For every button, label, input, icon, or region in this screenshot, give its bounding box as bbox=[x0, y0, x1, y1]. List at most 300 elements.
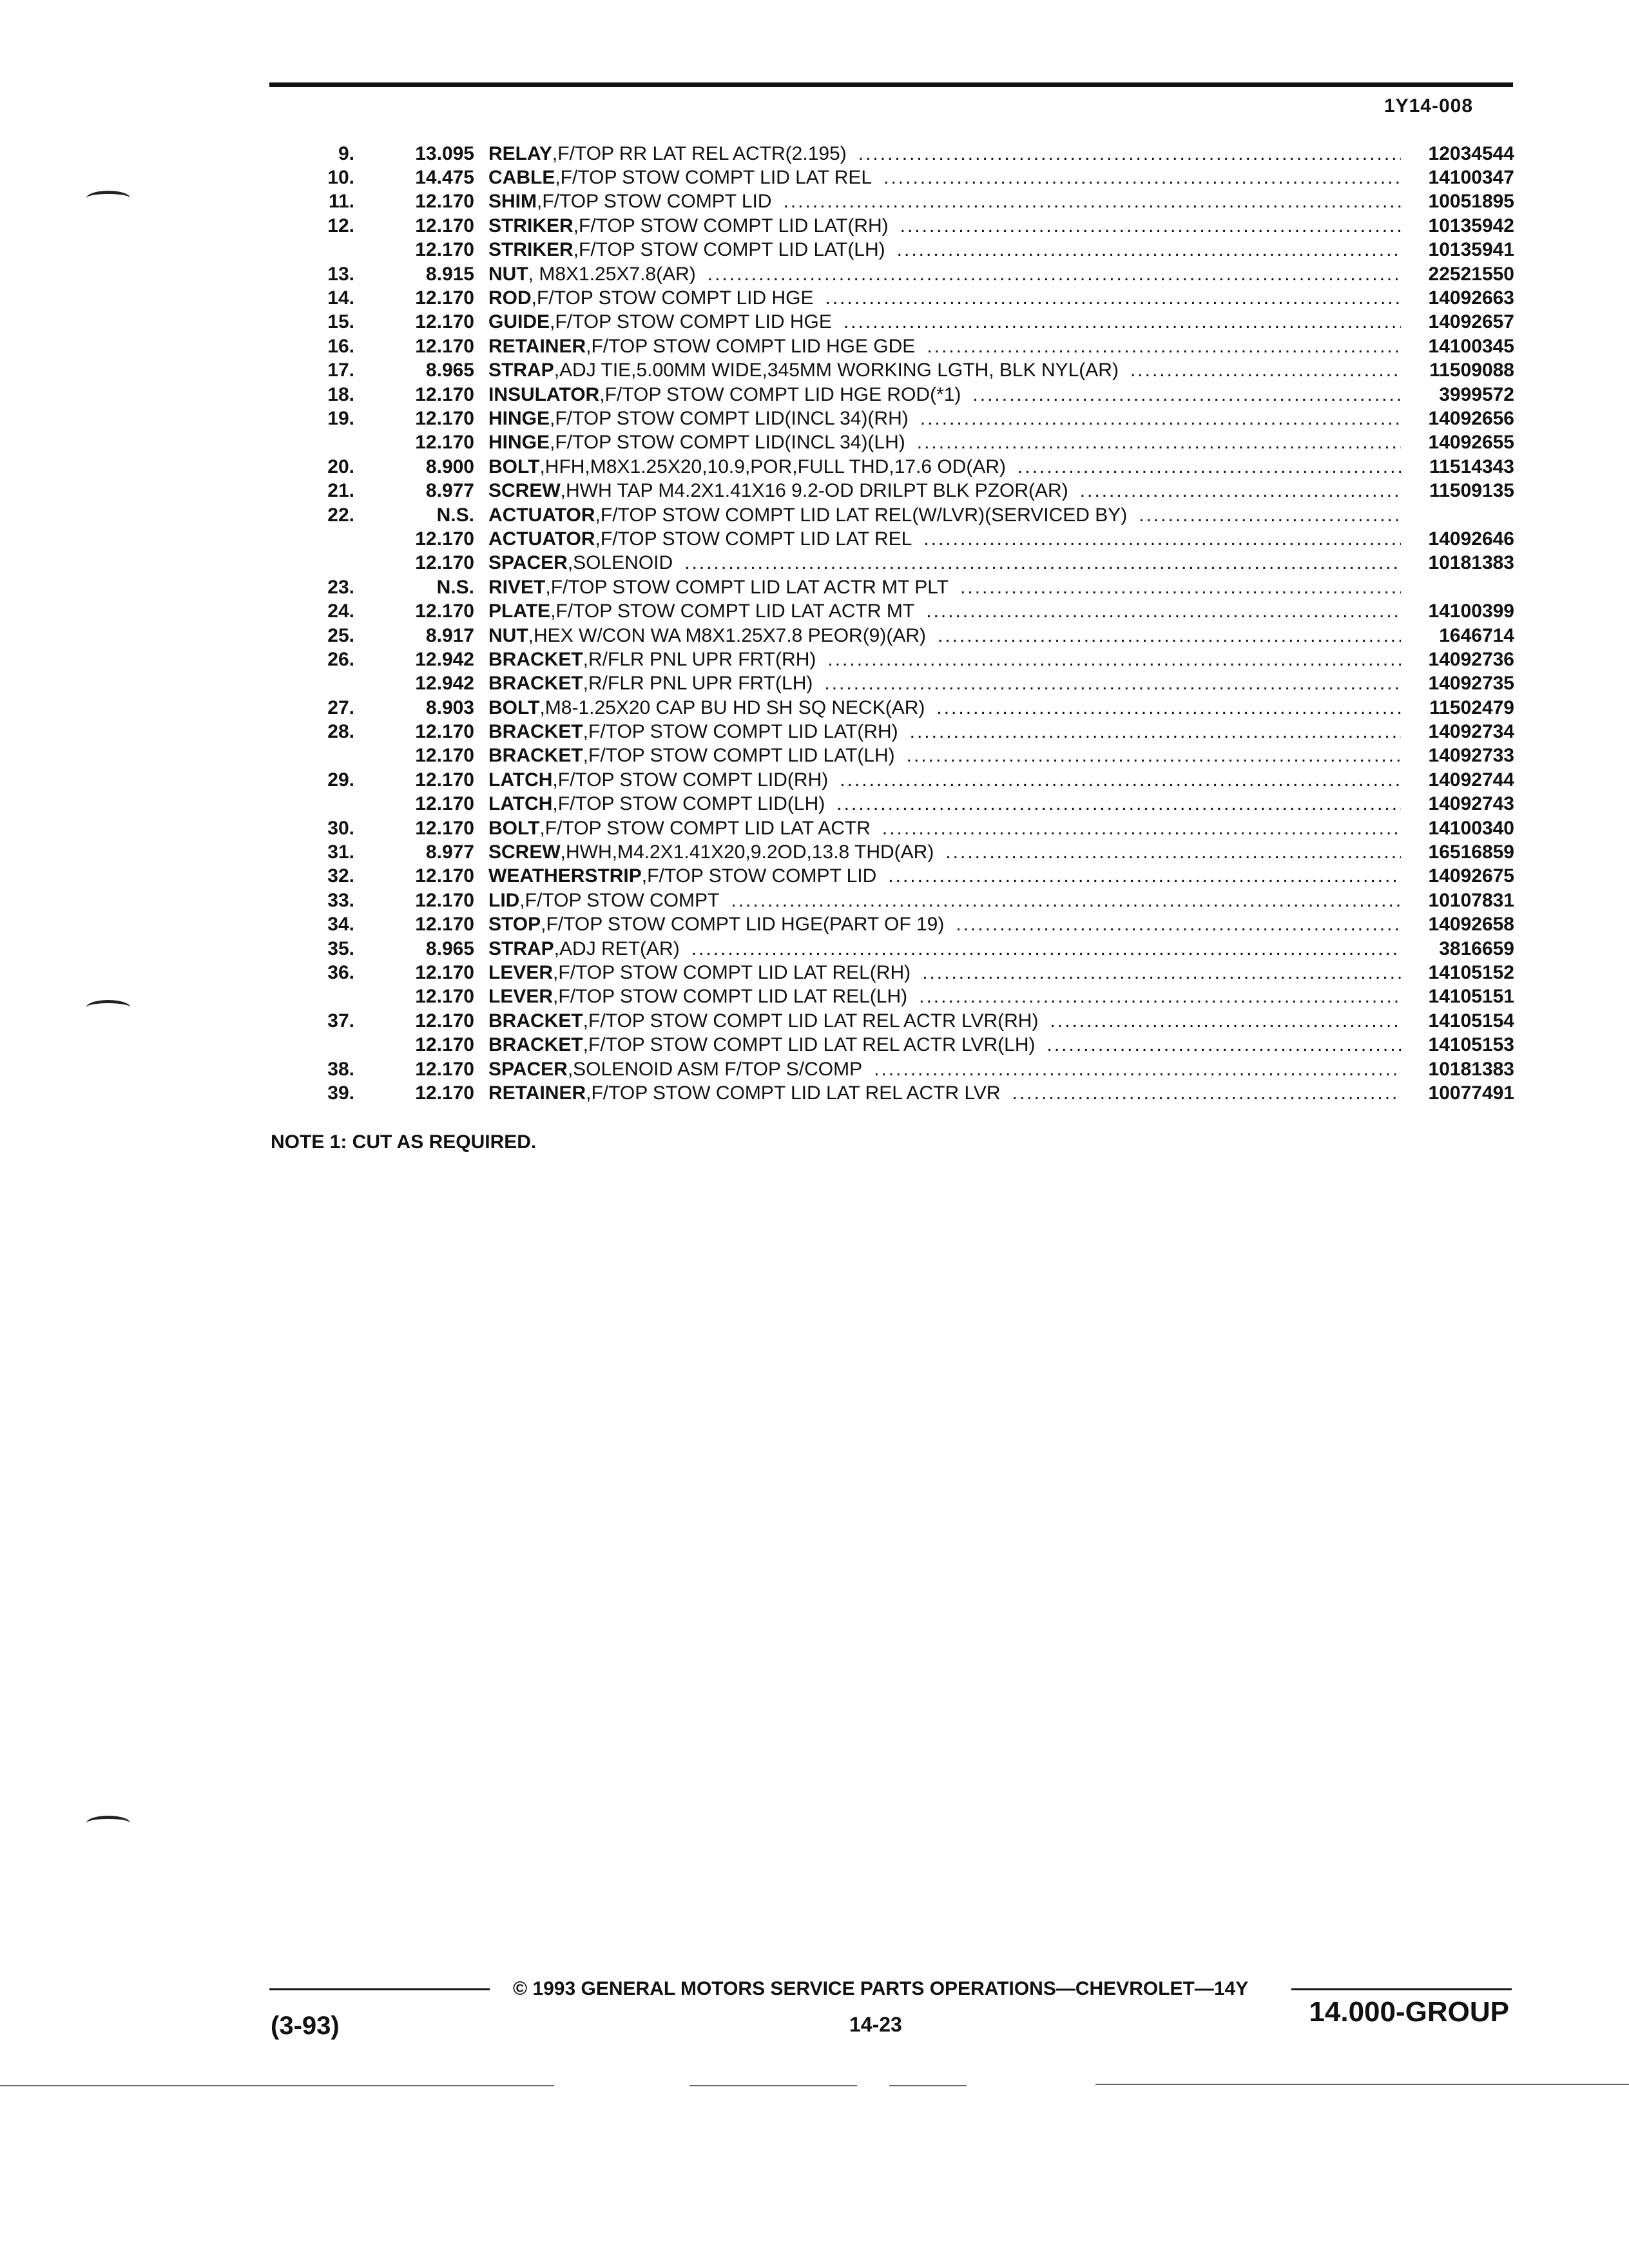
part-detail: ,ADJ RET(AR) bbox=[554, 937, 680, 959]
leader-dots bbox=[731, 890, 1401, 912]
part-name: LATCH bbox=[488, 793, 553, 815]
part-number: 14092675 bbox=[1428, 865, 1514, 887]
table-row bbox=[277, 334, 1514, 358]
part-number: 14092646 bbox=[1428, 528, 1514, 550]
leader-dots bbox=[1080, 480, 1401, 502]
table-row bbox=[277, 913, 1514, 937]
group-number: 12.170 bbox=[415, 914, 474, 936]
part-name: LATCH bbox=[488, 769, 553, 791]
part-name: ACTUATOR bbox=[488, 528, 595, 550]
part-description bbox=[488, 552, 1406, 574]
item-number: 36. bbox=[327, 961, 354, 983]
part-description bbox=[488, 167, 1406, 189]
leader-dots bbox=[840, 769, 1401, 791]
leader-dots bbox=[920, 408, 1401, 430]
item-number: 21. bbox=[327, 480, 354, 502]
parts-table bbox=[277, 142, 1514, 1106]
part-description bbox=[488, 938, 1406, 960]
part-detail: ,F/TOP STOW COMPT LID(INCL 34)(RH) bbox=[550, 407, 909, 429]
item-number: 23. bbox=[327, 576, 354, 598]
part-name: LID bbox=[488, 889, 520, 911]
part-name: RIVET bbox=[488, 576, 546, 598]
top-rule bbox=[269, 82, 1513, 87]
part-detail: ,F/TOP STOW COMPT LID(LH) bbox=[552, 793, 825, 815]
leader-dots bbox=[897, 239, 1401, 261]
leader-dots bbox=[936, 697, 1401, 719]
item-number: 12. bbox=[327, 215, 354, 236]
leader-dots bbox=[888, 865, 1401, 887]
table-row bbox=[277, 552, 1514, 575]
part-description bbox=[488, 480, 1406, 502]
part-description bbox=[488, 625, 1406, 647]
part-name: PLATE bbox=[488, 601, 551, 622]
group-number: 8.915 bbox=[425, 263, 474, 285]
part-description bbox=[488, 890, 1406, 912]
part-name: NUT bbox=[488, 263, 528, 285]
leader-dots bbox=[825, 287, 1401, 309]
part-description bbox=[488, 239, 1406, 261]
part-detail: ,F/TOP STOW COMPT LID LAT REL bbox=[555, 167, 872, 189]
part-name: BOLT bbox=[488, 697, 540, 718]
part-name: SHIM bbox=[488, 191, 537, 213]
leader-dots bbox=[784, 191, 1402, 213]
part-description bbox=[488, 191, 1406, 213]
part-name: CABLE bbox=[488, 167, 555, 189]
scan-line bbox=[1095, 2084, 1629, 2085]
item-number: 25. bbox=[327, 624, 354, 646]
footer-rule-left bbox=[269, 1988, 490, 1990]
item-number: 32. bbox=[327, 865, 354, 887]
part-number: 14092733 bbox=[1428, 745, 1514, 767]
item-number: 33. bbox=[327, 889, 354, 911]
part-description bbox=[488, 865, 1406, 887]
part-name: ACTUATOR bbox=[488, 504, 595, 526]
item-number: 15. bbox=[327, 311, 354, 333]
part-detail: ,F/TOP STOW COMPT LID LAT ACTR MT PLT bbox=[545, 576, 949, 598]
item-number: 39. bbox=[327, 1082, 354, 1104]
group-number: 12.170 bbox=[415, 745, 474, 767]
table-row bbox=[277, 744, 1514, 768]
group-number: 12.170 bbox=[415, 793, 474, 815]
part-description bbox=[488, 962, 1406, 984]
group-number: 8.977 bbox=[425, 480, 474, 502]
leader-dots bbox=[972, 384, 1401, 406]
leader-dots bbox=[1050, 1010, 1401, 1032]
footer-page-number: 14-23 bbox=[849, 2013, 902, 2036]
leader-dots bbox=[917, 432, 1401, 454]
part-number: 11509088 bbox=[1429, 360, 1514, 381]
part-description bbox=[488, 505, 1406, 526]
part-name: HINGE bbox=[488, 407, 550, 429]
leader-dots bbox=[910, 721, 1401, 743]
table-row bbox=[277, 527, 1514, 551]
table-row bbox=[277, 937, 1514, 961]
leader-dots bbox=[1139, 505, 1401, 526]
group-number: 12.170 bbox=[415, 1010, 474, 1032]
part-detail: ,HWH,M4.2X1.41X20,9.2OD,13.8 THD(AR) bbox=[560, 841, 934, 863]
item-number: 16. bbox=[327, 335, 354, 357]
part-name: BRACKET bbox=[488, 745, 583, 767]
part-detail: ,F/TOP STOW COMPT bbox=[519, 889, 720, 911]
part-description bbox=[488, 456, 1406, 478]
part-detail: ,F/TOP STOW COMPT LID LAT ACTR bbox=[539, 817, 871, 839]
part-name: STRIKER bbox=[488, 215, 574, 236]
group-number: 12.170 bbox=[415, 335, 474, 357]
part-detail: ,F/TOP STOW COMPT LID bbox=[537, 191, 772, 213]
table-row bbox=[277, 503, 1514, 527]
part-name: BRACKET bbox=[488, 673, 583, 695]
group-number: 12.170 bbox=[415, 1058, 474, 1080]
part-description bbox=[488, 841, 1406, 863]
table-row bbox=[277, 720, 1514, 744]
table-row bbox=[277, 286, 1514, 310]
part-detail: ,F/TOP STOW COMPT LID HGE ROD(*1) bbox=[599, 383, 961, 405]
table-row bbox=[277, 961, 1514, 985]
leader-dots bbox=[684, 552, 1401, 574]
table-row bbox=[277, 1057, 1514, 1081]
part-name: RETAINER bbox=[488, 335, 586, 357]
part-detail: ,F/TOP STOW COMPT LID LAT(RH) bbox=[573, 215, 889, 236]
part-number: 11514343 bbox=[1429, 456, 1514, 477]
part-description bbox=[488, 986, 1406, 1008]
scan-line bbox=[889, 2085, 967, 2086]
table-row bbox=[277, 431, 1514, 455]
group-number: 12.170 bbox=[415, 215, 474, 236]
part-detail: ,F/TOP STOW COMPT LID LAT(RH) bbox=[583, 721, 898, 743]
part-name: LEVER bbox=[488, 961, 554, 983]
table-row bbox=[277, 214, 1514, 238]
item-number: 22. bbox=[327, 504, 354, 526]
part-name: STRIKER bbox=[488, 239, 574, 261]
part-description bbox=[488, 818, 1406, 840]
part-description bbox=[488, 601, 1406, 622]
table-row bbox=[277, 840, 1514, 864]
part-number: 14092656 bbox=[1428, 407, 1514, 429]
group-number: 12.170 bbox=[415, 552, 474, 574]
item-number: 17. bbox=[327, 360, 354, 381]
part-detail: ,HWH TAP M4.2X1.41X16 9.2-OD DRILPT BLK PZOR(AR) bbox=[560, 480, 1068, 502]
part-number: 14100340 bbox=[1428, 817, 1514, 839]
part-name: BRACKET bbox=[488, 1034, 583, 1056]
group-number: 12.170 bbox=[415, 721, 474, 743]
part-detail: ,SOLENOID ASM F/TOP S/COMP bbox=[567, 1058, 863, 1080]
leader-dots bbox=[926, 601, 1401, 622]
part-detail: ,SOLENOID bbox=[567, 552, 673, 574]
group-number: 8.965 bbox=[425, 360, 474, 381]
part-name: BOLT bbox=[488, 456, 540, 477]
part-name: SCREW bbox=[488, 480, 561, 502]
part-number: 10077491 bbox=[1428, 1082, 1514, 1104]
item-number: 14. bbox=[327, 287, 354, 309]
item-number: 11. bbox=[328, 191, 354, 213]
table-row bbox=[277, 624, 1514, 648]
part-number: 14092655 bbox=[1428, 432, 1514, 454]
part-detail: ,F/TOP STOW COMPT LID HGE bbox=[531, 287, 814, 309]
leader-dots bbox=[827, 649, 1401, 671]
group-number: 12.170 bbox=[415, 528, 474, 550]
leader-dots bbox=[883, 167, 1401, 189]
group-number: 12.942 bbox=[415, 673, 474, 695]
item-number: 34. bbox=[327, 914, 354, 936]
part-description bbox=[488, 769, 1406, 791]
leader-dots bbox=[1046, 1034, 1401, 1056]
part-number: 12034544 bbox=[1428, 142, 1514, 164]
part-description bbox=[488, 673, 1406, 695]
part-name: WEATHERSTRIP bbox=[488, 865, 642, 887]
item-number: 9. bbox=[338, 142, 354, 164]
item-number: 30. bbox=[327, 817, 354, 839]
part-description bbox=[488, 336, 1406, 358]
part-detail: ,M8-1.25X20 CAP BU HD SH SQ NECK(AR) bbox=[539, 697, 925, 718]
table-row bbox=[277, 262, 1514, 286]
part-description bbox=[488, 1034, 1406, 1056]
group-number: 12.170 bbox=[415, 817, 474, 839]
leader-dots bbox=[900, 215, 1401, 237]
part-name: SPACER bbox=[488, 552, 568, 574]
part-name: NUT bbox=[488, 624, 528, 646]
item-number: 35. bbox=[327, 937, 354, 959]
group-number: 12.170 bbox=[415, 287, 474, 309]
part-detail: ,F/TOP STOW COMPT LID LAT REL ACTR LVR(LH) bbox=[583, 1034, 1036, 1056]
leader-dots bbox=[923, 528, 1401, 550]
table-row bbox=[277, 768, 1514, 792]
part-description bbox=[488, 721, 1406, 743]
leader-dots bbox=[1130, 360, 1401, 381]
part-name: BRACKET bbox=[488, 1010, 583, 1032]
table-row bbox=[277, 142, 1514, 166]
table-row bbox=[277, 1081, 1514, 1105]
group-number: 12.170 bbox=[415, 1082, 474, 1104]
part-description bbox=[488, 914, 1406, 936]
leader-dots bbox=[882, 818, 1401, 840]
table-row bbox=[277, 793, 1514, 816]
group-number: 8.965 bbox=[425, 937, 474, 959]
footnote: NOTE 1: CUT AS REQUIRED. bbox=[271, 1131, 537, 1153]
leader-dots bbox=[945, 841, 1401, 863]
group-number: 8.917 bbox=[425, 624, 474, 646]
part-name: HINGE bbox=[488, 432, 550, 454]
part-detail: ,F/TOP STOW COMPT LID LAT REL(RH) bbox=[553, 961, 911, 983]
leader-dots bbox=[708, 264, 1401, 285]
part-number: 14092734 bbox=[1428, 721, 1514, 743]
group-number: 12.170 bbox=[415, 311, 474, 333]
leader-dots bbox=[938, 625, 1401, 647]
part-number: 10135942 bbox=[1428, 215, 1514, 236]
part-detail: ,F/TOP STOW COMPT LID LAT REL(W/LVR)(SERVICED BY) bbox=[595, 504, 1128, 526]
part-number: 3999572 bbox=[1439, 383, 1514, 405]
part-description bbox=[488, 649, 1406, 671]
part-number: 10181383 bbox=[1428, 1058, 1514, 1080]
leader-dots bbox=[919, 986, 1401, 1008]
part-description bbox=[488, 408, 1406, 430]
group-number: 8.903 bbox=[425, 697, 474, 718]
item-number: 13. bbox=[327, 263, 354, 285]
leader-dots bbox=[922, 962, 1401, 984]
footer-date-code: (3-93) bbox=[271, 2012, 340, 2040]
table-row bbox=[277, 865, 1514, 889]
table-row bbox=[277, 407, 1514, 430]
part-description bbox=[488, 1010, 1406, 1032]
table-row bbox=[277, 359, 1514, 383]
part-detail: ,F/TOP STOW COMPT LID HGE(PART OF 19) bbox=[541, 914, 945, 936]
item-number: 29. bbox=[327, 769, 354, 791]
part-name: INSULATOR bbox=[488, 383, 600, 405]
item-number: 31. bbox=[327, 841, 354, 863]
group-number: 12.170 bbox=[415, 191, 474, 213]
leader-dots bbox=[843, 311, 1401, 333]
item-number: 10. bbox=[327, 167, 354, 189]
table-row bbox=[277, 1033, 1514, 1057]
part-detail: ,HFH,M8X1.25X20,10.9,POR,FULL THD,17.6 OD(AR) bbox=[539, 456, 1007, 477]
part-number: 14100347 bbox=[1428, 167, 1514, 189]
part-number: 14092658 bbox=[1428, 914, 1514, 936]
scan-line bbox=[0, 2085, 554, 2086]
part-number: 10107831 bbox=[1428, 889, 1514, 911]
footer-copyright: © 1993 GENERAL MOTORS SERVICE PARTS OPERATIONS—CHEVROLET—14Y bbox=[513, 1978, 1249, 1999]
part-number: 14092736 bbox=[1428, 648, 1514, 670]
part-name: STRAP bbox=[488, 937, 554, 959]
part-description bbox=[488, 360, 1406, 381]
scan-line bbox=[689, 2085, 857, 2086]
part-number: 3816659 bbox=[1439, 937, 1514, 959]
table-row bbox=[277, 599, 1514, 623]
margin-mark bbox=[86, 1816, 130, 1831]
leader-dots bbox=[1012, 1082, 1401, 1104]
part-number: 22521550 bbox=[1428, 263, 1514, 285]
item-number: 19. bbox=[327, 407, 354, 429]
footer-rule-right bbox=[1291, 1988, 1512, 1990]
part-number: 14092735 bbox=[1428, 673, 1514, 695]
group-number: 12.170 bbox=[415, 769, 474, 791]
part-detail: ,R/FLR PNL UPR FRT(RH) bbox=[583, 648, 816, 670]
group-number: 12.170 bbox=[415, 601, 474, 622]
part-description bbox=[488, 432, 1406, 454]
item-number: 38. bbox=[327, 1058, 354, 1080]
part-description bbox=[488, 384, 1406, 406]
part-detail: ,R/FLR PNL UPR FRT(LH) bbox=[583, 673, 813, 695]
part-name: STRAP bbox=[488, 360, 554, 381]
part-number: 10135941 bbox=[1428, 239, 1514, 261]
part-description bbox=[488, 1059, 1406, 1081]
part-number: 10181383 bbox=[1428, 552, 1514, 574]
part-name: STOP bbox=[488, 914, 541, 936]
group-number: 12.170 bbox=[415, 889, 474, 911]
part-detail: , M8X1.25X7.8(AR) bbox=[528, 263, 696, 285]
group-number: 12.170 bbox=[415, 961, 474, 983]
group-number: 12.942 bbox=[415, 648, 474, 670]
part-description bbox=[488, 577, 1406, 599]
table-row bbox=[277, 311, 1514, 334]
part-description bbox=[488, 697, 1406, 719]
part-detail: ,F/TOP STOW COMPT LID LAT REL bbox=[595, 528, 912, 550]
table-row bbox=[277, 672, 1514, 696]
table-row bbox=[277, 696, 1514, 720]
part-name: RETAINER bbox=[488, 1082, 586, 1104]
item-number: 37. bbox=[327, 1010, 354, 1032]
leader-dots bbox=[691, 938, 1401, 960]
table-row bbox=[277, 238, 1514, 262]
part-number: 14105151 bbox=[1428, 986, 1514, 1008]
part-name: SCREW bbox=[488, 841, 561, 863]
item-number: 24. bbox=[327, 601, 354, 622]
leader-dots bbox=[960, 577, 1401, 599]
part-detail: ,F/TOP STOW COMPT LID LAT(LH) bbox=[573, 239, 885, 261]
table-row bbox=[277, 575, 1514, 599]
part-number: 14092657 bbox=[1428, 311, 1514, 333]
footer-group: 14.000-GROUP bbox=[1309, 1996, 1509, 2028]
part-number: 14105154 bbox=[1428, 1010, 1514, 1032]
table-row bbox=[277, 166, 1514, 189]
part-number: 14092663 bbox=[1428, 287, 1514, 309]
table-row bbox=[277, 190, 1514, 214]
part-detail: ,F/TOP STOW COMPT LID(RH) bbox=[552, 769, 829, 791]
part-detail: ,F/TOP STOW COMPT LID LAT REL ACTR LVR(RH) bbox=[583, 1010, 1039, 1032]
part-detail: ,F/TOP STOW COMPT LID LAT REL(LH) bbox=[553, 986, 908, 1008]
item-number: 26. bbox=[327, 648, 354, 670]
group-number: 12.170 bbox=[415, 986, 474, 1008]
part-name: BRACKET bbox=[488, 721, 583, 743]
group-number: 8.900 bbox=[425, 456, 474, 477]
item-number: 28. bbox=[327, 721, 354, 743]
part-detail: ,HEX W/CON WA M8X1.25X7.8 PEOR(9)(AR) bbox=[528, 624, 927, 646]
group-number: 12.170 bbox=[415, 407, 474, 429]
item-number: 20. bbox=[327, 456, 354, 477]
table-row bbox=[277, 816, 1514, 840]
margin-mark bbox=[86, 191, 130, 206]
table-row bbox=[277, 648, 1514, 671]
group-number: 12.170 bbox=[415, 865, 474, 887]
leader-dots bbox=[1017, 456, 1401, 478]
part-name: ROD bbox=[488, 287, 532, 309]
table-row bbox=[277, 455, 1514, 479]
part-name: BRACKET bbox=[488, 648, 583, 670]
margin-mark bbox=[86, 1000, 130, 1015]
part-description bbox=[488, 215, 1406, 237]
leader-dots bbox=[836, 793, 1401, 815]
part-description bbox=[488, 264, 1406, 285]
leader-dots bbox=[824, 673, 1401, 695]
table-row bbox=[277, 479, 1514, 503]
part-description bbox=[488, 1082, 1406, 1104]
leader-dots bbox=[956, 914, 1401, 936]
table-row bbox=[277, 1009, 1514, 1033]
leader-dots bbox=[858, 143, 1401, 165]
part-number: 14105152 bbox=[1428, 961, 1514, 983]
part-number: 14100345 bbox=[1428, 335, 1514, 357]
table-row bbox=[277, 889, 1514, 912]
part-name: SPACER bbox=[488, 1058, 568, 1080]
group-number: 12.170 bbox=[415, 383, 474, 405]
group-number: 12.170 bbox=[415, 1034, 474, 1056]
table-row bbox=[277, 985, 1514, 1009]
table-row bbox=[277, 383, 1514, 407]
group-number: 12.170 bbox=[415, 239, 474, 261]
part-name: GUIDE bbox=[488, 311, 550, 333]
part-description bbox=[488, 528, 1406, 550]
group-number: 13.095 bbox=[415, 142, 474, 164]
part-name: BOLT bbox=[488, 817, 540, 839]
part-number: 14105153 bbox=[1428, 1034, 1514, 1056]
part-number: 14092743 bbox=[1428, 793, 1514, 815]
part-description bbox=[488, 143, 1406, 165]
item-number: 18. bbox=[327, 383, 354, 405]
part-detail: ,ADJ TIE,5.00MM WIDE,345MM WORKING LGTH, BLK NYL(AR) bbox=[554, 360, 1119, 381]
leader-dots bbox=[927, 336, 1401, 358]
part-detail: ,F/TOP STOW COMPT LID(INCL 34)(LH) bbox=[550, 432, 905, 454]
part-detail: ,F/TOP RR LAT REL ACTR(2.195) bbox=[552, 142, 847, 164]
part-number: 10051895 bbox=[1428, 191, 1514, 213]
part-number: 11509135 bbox=[1429, 480, 1514, 502]
